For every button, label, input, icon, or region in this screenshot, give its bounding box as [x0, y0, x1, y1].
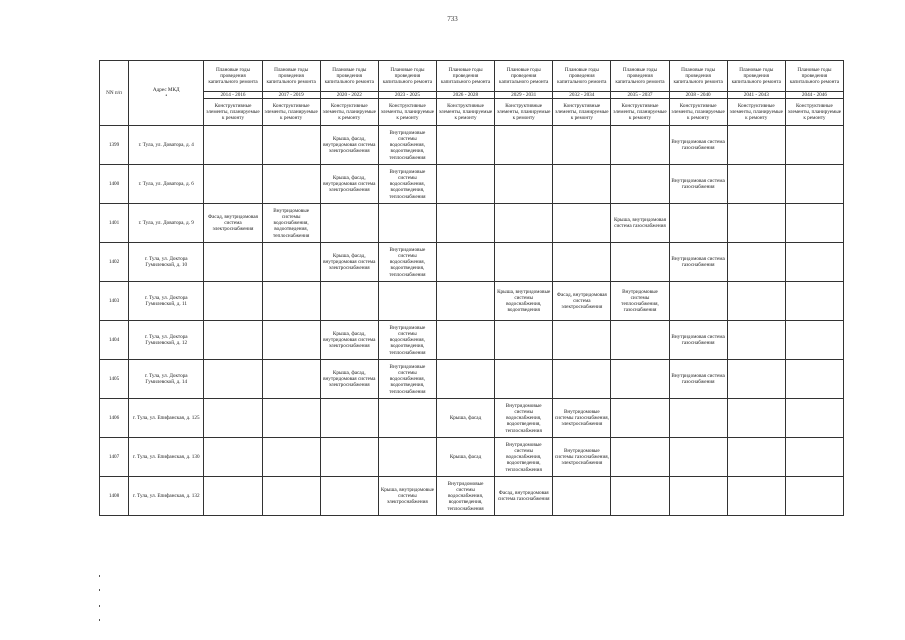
repair-elements-cell [727, 399, 785, 438]
repair-elements-cell: Внутридомовая система газоснабжения [669, 321, 727, 360]
header-elements-label: Конструктивные элементы, планируемые к ремонту [669, 99, 727, 126]
repair-elements-cell [553, 243, 611, 282]
repair-elements-cell [495, 243, 553, 282]
repair-elements-cell [727, 243, 785, 282]
table-row [100, 243, 844, 282]
header-period-years: 2035 - 2037 [611, 92, 669, 99]
repair-elements-cell [785, 477, 843, 516]
margin-marks [99, 575, 101, 625]
repair-elements-cell [495, 126, 553, 165]
header-period-years: 2017 - 2019 [262, 92, 320, 99]
repair-elements-cell: Крыша, внутридомовая система газоснабжения [611, 204, 669, 243]
row-number: 1406 [100, 399, 129, 438]
row-address: г. Тула, ул. Доктора Гумилевской, д. 14 [129, 360, 204, 399]
repair-elements-cell [785, 204, 843, 243]
repair-elements-cell: Внутридомовые системы газоснабжения, электроснабжения [553, 438, 611, 477]
repair-elements-cell [436, 243, 494, 282]
table-row [100, 204, 844, 243]
repair-elements-cell [436, 321, 494, 360]
repair-elements-cell [669, 438, 727, 477]
header-elements-label: Конструктивные элементы, планируемые к ремонту [378, 99, 436, 126]
repair-elements-cell: Внутридомовые системы водоснабжения, водоотведения, теплоснабжения [262, 204, 320, 243]
header-period-years: 2041 - 2043 [727, 92, 785, 99]
repair-elements-cell: Внутридомовые системы водоснабжения, водоотведения, теплоснабжения [436, 477, 494, 516]
repair-elements-cell [611, 360, 669, 399]
repair-elements-cell [378, 399, 436, 438]
repair-elements-cell [378, 438, 436, 477]
header-elements-label: Конструктивные элементы, планируемые к ремонту [436, 99, 494, 126]
row-address: г. Тула, ул. Епифанская, д. 130 [129, 438, 204, 477]
repair-elements-cell [785, 321, 843, 360]
row-number: 1402 [100, 243, 129, 282]
table-row [100, 282, 844, 321]
repair-elements-cell [785, 360, 843, 399]
header-address-note: • [165, 93, 168, 100]
repair-elements-cell [611, 243, 669, 282]
repair-elements-cell: Внутридомовые системы водоснабжения, водоотведения, теплоснабжения [378, 243, 436, 282]
repair-elements-cell [727, 282, 785, 321]
repair-elements-cell: Крыша, фасад, внутридомовая система электроснабжения [320, 360, 378, 399]
table-row [100, 399, 844, 438]
header-period-title: Плановые годы проведения капитального ремонта [436, 61, 494, 92]
repair-elements-cell: Крыша, внутридомовые системы водоснабжения, водоотведения [495, 282, 553, 321]
repair-elements-cell [727, 360, 785, 399]
repair-elements-cell [204, 243, 262, 282]
row-address: г. Тула, ул. Доватора, д. 9 [129, 204, 204, 243]
repair-elements-cell [320, 477, 378, 516]
repair-elements-cell [611, 165, 669, 204]
row-number: 1408 [100, 477, 129, 516]
repair-elements-cell [785, 243, 843, 282]
repair-elements-cell [611, 477, 669, 516]
header-period-years: 2023 - 2025 [378, 92, 436, 99]
repair-elements-cell: Внутридомовые системы водоснабжения, водоотведения, теплоснабжения [378, 321, 436, 360]
header-address [129, 61, 204, 126]
table-row [100, 360, 844, 399]
repair-elements-cell [669, 399, 727, 438]
repair-elements-cell [204, 477, 262, 516]
repair-elements-cell: Крыша, фасад, внутридомовая система электроснабжения [320, 321, 378, 360]
row-address: г. Тула, ул. Доктора Гумилевской, д. 10 [129, 243, 204, 282]
repair-elements-cell: Внутридомовые системы водоснабжения, водоотведения, теплоснабжения [495, 438, 553, 477]
row-number: 1401 [100, 204, 129, 243]
repair-elements-cell [785, 438, 843, 477]
row-number: 1400 [100, 165, 129, 204]
repair-elements-cell: Внутридомовые системы водоснабжения, водоотведения, теплоснабжения [495, 399, 553, 438]
repair-elements-cell: Крыша, фасад [436, 438, 494, 477]
repair-elements-cell [378, 204, 436, 243]
repair-elements-cell [436, 360, 494, 399]
header-period-title: Плановые годы проведения капитального ремонта [669, 61, 727, 92]
repair-elements-cell [436, 204, 494, 243]
header-elements-label: Конструктивные элементы, планируемые к ремонту [262, 99, 320, 126]
header-elements-label: Конструктивные элементы, планируемые к ремонту [727, 99, 785, 126]
header-num: NN п/п [100, 61, 129, 126]
repair-elements-cell [262, 477, 320, 516]
table-row [100, 126, 844, 165]
row-address: г. Тула, ул. Доктора Гумилевской, д. 11 [129, 282, 204, 321]
repair-elements-cell [436, 126, 494, 165]
header-period-years: 2038 - 2040 [669, 92, 727, 99]
header-address-label: Адрес МКД [152, 86, 180, 93]
repair-elements-cell [204, 438, 262, 477]
repair-elements-cell [262, 438, 320, 477]
row-address: г. Тула, ул. Доватора, д. 6 [129, 165, 204, 204]
repair-elements-cell [785, 282, 843, 321]
repair-elements-cell: Внутридомовые системы газоснабжения, электроснабжения [553, 399, 611, 438]
row-number: 1399 [100, 126, 129, 165]
header-elements-label: Конструктивные элементы, планируемые к ремонту [204, 99, 262, 126]
row-number: 1407 [100, 438, 129, 477]
repair-elements-cell [611, 438, 669, 477]
repair-elements-cell [727, 477, 785, 516]
repair-elements-cell [262, 399, 320, 438]
repair-elements-cell [727, 126, 785, 165]
repair-elements-cell [262, 321, 320, 360]
repair-elements-cell: Внутридомовые системы водоснабжения, водоотведения, теплоснабжения [378, 360, 436, 399]
repair-elements-cell [204, 360, 262, 399]
repair-elements-cell [553, 360, 611, 399]
header-period-title: Плановые годы проведения капитального ремонта [262, 61, 320, 92]
repair-elements-cell [320, 438, 378, 477]
header-period-title: Плановые годы проведения капитального ремонта [204, 61, 262, 92]
row-address: г. Тула, ул. Доктора Гумилевской, д. 12 [129, 321, 204, 360]
repair-elements-cell [611, 321, 669, 360]
row-address: г. Тула, ул. Епифанская, д. 125 [129, 399, 204, 438]
repair-elements-cell [495, 165, 553, 204]
repair-elements-cell: Внутридомовая система газоснабжения [669, 360, 727, 399]
repair-elements-cell [378, 282, 436, 321]
capital-repair-schedule-table [99, 60, 844, 516]
repair-elements-cell [262, 126, 320, 165]
repair-elements-cell [785, 399, 843, 438]
repair-elements-cell [553, 126, 611, 165]
repair-elements-cell: Крыша, фасад [436, 399, 494, 438]
repair-elements-cell [785, 165, 843, 204]
repair-elements-cell [553, 321, 611, 360]
repair-elements-cell [785, 126, 843, 165]
header-period-title: Плановые годы проведения капитального ремонта [495, 61, 553, 92]
header-elements-label: Конструктивные элементы, планируемые к ремонту [611, 99, 669, 126]
header-elements-label: Конструктивные элементы, планируемые к ремонту [553, 99, 611, 126]
repair-elements-cell: Внутридомовая система газоснабжения [669, 243, 727, 282]
header-period-title: Плановые годы проведения капитального ремонта [727, 61, 785, 92]
repair-elements-cell [495, 321, 553, 360]
table-row [100, 165, 844, 204]
repair-elements-cell [204, 126, 262, 165]
row-number: 1403 [100, 282, 129, 321]
repair-elements-cell [495, 360, 553, 399]
repair-elements-cell [553, 165, 611, 204]
header-period-title: Плановые годы проведения капитального ремонта [320, 61, 378, 92]
header-period-years: 2014 - 2016 [204, 92, 262, 99]
repair-elements-cell [727, 438, 785, 477]
repair-elements-cell [727, 321, 785, 360]
repair-elements-cell [320, 204, 378, 243]
repair-elements-cell: Фасад, внутридомовая система электроснабжения [553, 282, 611, 321]
header-period-years: 2032 - 2034 [553, 92, 611, 99]
header-period-title: Плановые годы проведения капитального ремонта [378, 61, 436, 92]
repair-elements-cell [320, 282, 378, 321]
repair-elements-cell [436, 165, 494, 204]
repair-elements-cell: Крыша, фасад, внутридомовая система электроснабжения [320, 126, 378, 165]
repair-elements-cell [727, 165, 785, 204]
header-period-years: 2020 - 2022 [320, 92, 378, 99]
repair-elements-cell [204, 282, 262, 321]
repair-elements-cell [669, 477, 727, 516]
repair-elements-cell [611, 126, 669, 165]
repair-elements-cell [204, 321, 262, 360]
repair-elements-cell: Крыша, внутридомовые системы электроснабжения [378, 477, 436, 516]
repair-elements-cell [262, 282, 320, 321]
repair-elements-cell: Внутридомовые системы водоснабжения, водоотведения, теплоснабжения [378, 126, 436, 165]
header-period-years: 2044 - 2046 [785, 92, 843, 99]
repair-elements-cell [669, 282, 727, 321]
header-elements-label: Конструктивные элементы, планируемые к ремонту [785, 99, 843, 126]
repair-elements-cell: Внутридомовые системы теплоснабжения, газоснабжения [611, 282, 669, 321]
repair-elements-cell [204, 399, 262, 438]
repair-elements-cell: Крыша, фасад, внутридомовая система электроснабжения [320, 243, 378, 282]
repair-elements-cell [727, 204, 785, 243]
repair-elements-cell [262, 360, 320, 399]
table-row [100, 477, 844, 516]
repair-elements-cell [262, 165, 320, 204]
row-address: г. Тула, ул. Доватора, д. 4 [129, 126, 204, 165]
repair-elements-cell: Крыша, фасад, внутридомовая система электроснабжения [320, 165, 378, 204]
repair-elements-cell [553, 477, 611, 516]
repair-elements-cell: Фасад, внутридомовая система электроснабжения [204, 204, 262, 243]
page-number: 733 [447, 15, 458, 23]
repair-elements-cell [262, 243, 320, 282]
repair-elements-cell: Внутридомовая система газоснабжения [669, 165, 727, 204]
repair-elements-cell [669, 204, 727, 243]
header-period-title: Плановые годы проведения капитального ремонта [611, 61, 669, 92]
header-period-years: 2026 - 2028 [436, 92, 494, 99]
header-period-title: Плановые годы проведения капитального ремонта [785, 61, 843, 92]
repair-elements-cell [204, 165, 262, 204]
repair-elements-cell: Фасад, внутридомовая система газоснабжения [495, 477, 553, 516]
repair-elements-cell [611, 399, 669, 438]
header-period-title: Плановые годы проведения капитального ремонта [553, 61, 611, 92]
repair-elements-cell [436, 282, 494, 321]
repair-elements-cell: Внутридомовые системы водоснабжения, водоотведения, теплоснабжения [378, 165, 436, 204]
repair-elements-cell: Внутридомовая система газоснабжения [669, 126, 727, 165]
table-row [100, 321, 844, 360]
row-address: г. Тула, ул. Епифанская, д. 132 [129, 477, 204, 516]
header-elements-label: Конструктивные элементы, планируемые к ремонту [495, 99, 553, 126]
repair-elements-cell [495, 204, 553, 243]
repair-elements-cell [553, 204, 611, 243]
row-number: 1404 [100, 321, 129, 360]
header-elements-label: Конструктивные элементы, планируемые к ремонту [320, 99, 378, 126]
row-number: 1405 [100, 360, 129, 399]
repair-elements-cell [320, 399, 378, 438]
header-period-years: 2029 - 2031 [495, 92, 553, 99]
table-row [100, 438, 844, 477]
